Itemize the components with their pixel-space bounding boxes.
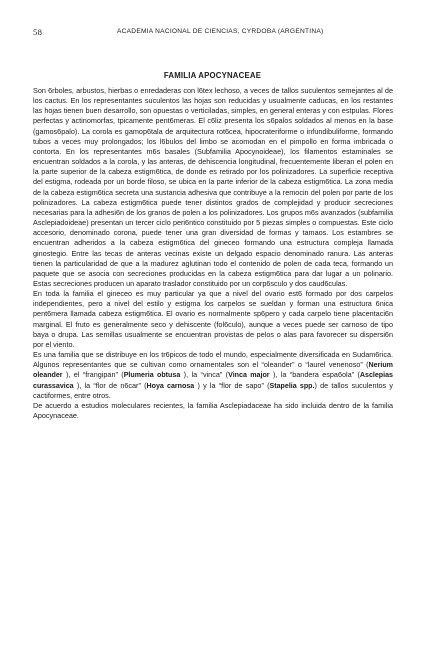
running-head: ACADEMIA NACIONAL DE CIENCIAS, CYRDOBA (ARGENTINA) [117, 27, 324, 35]
distribution-text: Es una familia que se distribuye en los tr6picos de todo el mundo, especialmente diversificada en Sudam6rica. Algunos representantes que se cultivan como ornamentales son el “oleander” o “laurel venenoso” ( [33, 350, 393, 370]
distribution-text: ) de tallos suculentos y cactiformes, entre otros. [33, 380, 394, 400]
paragraph-distribution [33, 350, 393, 401]
body-text [33, 86, 393, 421]
distribution-text: ), la “flor de n6car” ( [73, 380, 147, 390]
paragraph-description: Son 6rboles, arbustos, hierbas o enredaderas con l6tex lechoso, a veces de tallos suculentos semejantes al de los cactus. En los representantes suculentos las hojas son reducidas y usualmente caducas, en los restantes las hojas tienen buen desarrollo, son opuestas o verticiladas, simples, en general enteras y con estpulas. Flores perfectas y actinomorfas, tpicamente pent6meras. El c6liz presenta los s6palos soldados al menos en la base (gamos6palo). La corola es gamop6tala de arquitectura rot6cea, hipocrateriforme o infundibuliforme, formando tubos a veces muy prolongados; los l6bulos del limbo se acomodan en el pimpollo en forma imbricada o contorta. En los representantes m6s basales (Subfamilia Apocynoideae), los filamentos estaminales se encuentran soldados a la corola, y las anteras, de dehiscencia longitudinal, frecuentemente liberan el polen en la parte superior de la cabeza estigm6tica, de donde es retirado por los polinizadores. La superficie receptiva del estigma, rodeada por un borde filoso, se ubica en la parte inferior de la cabeza estigm6tica. La zona media de la cabeza estigm6tica secreta una sustancia adhesiva que contribuye a la remocin del polen por parte de los polinizadores. La cabeza estigm6tica puede tener distintos grados de complejidad y producir secreciones necesarias para la adhesi6n de los granos de polen a los polinizadores. Los grupos m6s avanzados (subfamilia Asclepiadoideae) presentan un tercer ciclo peri6ntico constituido por 5 piezas simples o compuestas. Este ciclo accesorio, denominado corona, puede tener una gran diversidad de formas y tamaos. Los estambres se encuentran adheridos a la cabeza estigm6tica del gineceo formando una estructura compleja llamada ginostegio. Entre las tecas de anteras vecinas existe un delgado espacio denominado ranura. Las anteras tienen la particularidad de que a la madurez aglutinan todo el contenido de polen de cada teca, formando un paquete que se asocia con secreciones producidas en la cabeza estigm6tica para dar lugar a un polinario. Estas secreciones producen un aparato traslador constituido por un corp6sculo y dos caud6culas. [33, 86, 393, 288]
species-name: Stapelia spp. [269, 381, 315, 390]
paragraph-molecular: De acuerdo a estudios moleculares recientes, la familia Asclepiadaceae ha sido incluida dentro de la familia Apocynaceae. [33, 400, 393, 420]
species-name: Nerium oleander [33, 361, 393, 380]
distribution-text: ), la “vinca” ( [180, 370, 229, 380]
page-number: 58 [33, 27, 43, 37]
distribution-text: ) y la “flor de sapo” ( [194, 380, 270, 390]
species-name: Plumeria obtusa [123, 371, 181, 380]
species-name: Hoya carnosa [146, 381, 195, 390]
paragraph-gynoecium: En toda la familia el gineceo es muy particular ya que a nivel del ovario est6 formado por dos carpelos independientes, pero a nivel del estilo y estigma los carpelos se sueldan y forman una estructura 6nica pent6mera llamada cabeza estigm6tica. El ovario es normalmente sp6pero y cada carpelo tiene placentaci6n marginal. El fruto es generalmente seco y dehiscente (fol6culo), aunque a veces puede ser carnoso de tipo baya o drupa. Las semillas usualmente se encuentran provistas de pelos o alas para favorecer su dispersi6n por el viento. [33, 289, 393, 349]
species-name: Vinca major [228, 371, 270, 380]
distribution-text: ), la “bandera espa6ola” ( [269, 370, 360, 380]
section-title: FAMILIA APOCYNACEAE [163, 71, 262, 80]
distribution-text: ), el “frangipan” ( [62, 370, 124, 380]
species-name: Asclepias curassavica [33, 371, 393, 390]
